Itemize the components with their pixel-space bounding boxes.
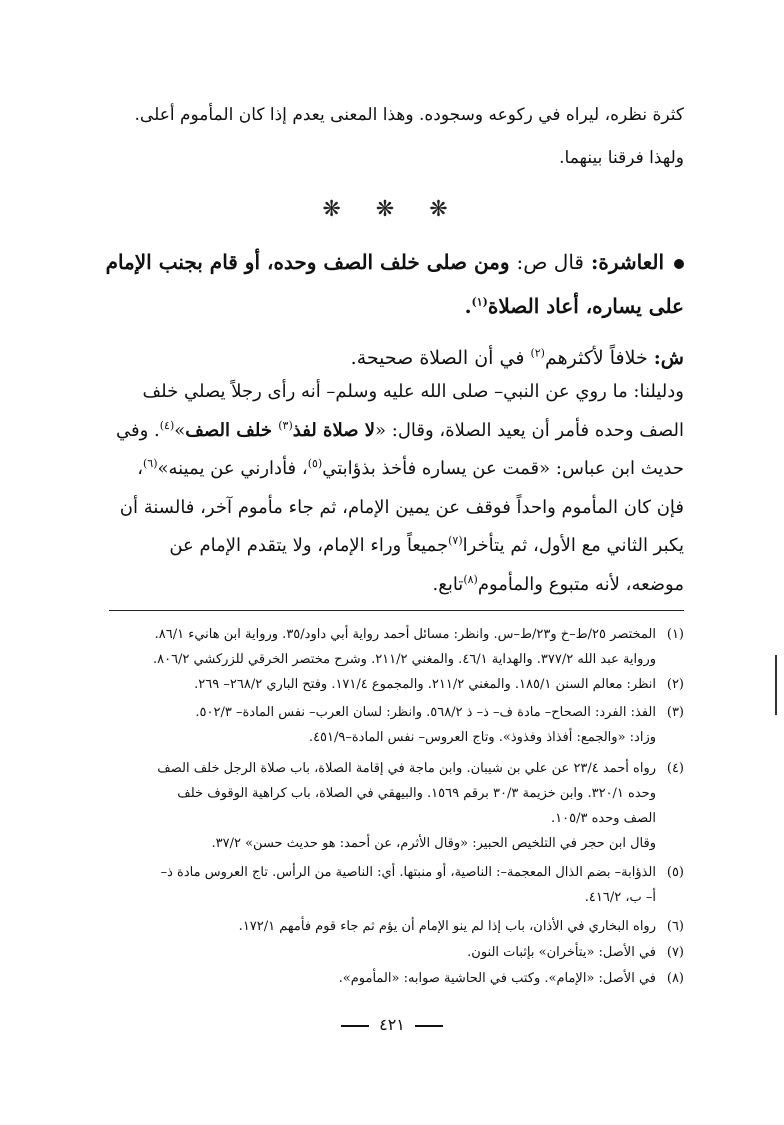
footnote-text: رواه أحمد ٢٣/٤ عن علي بن شيبان. وابن ماجة في إقامة الصلاة، باب صلاة الرجل خلف الصف bbox=[157, 761, 656, 776]
text-line bbox=[109, 412, 684, 451]
footnote-number: (٥) bbox=[666, 865, 684, 880]
footnote-line bbox=[109, 914, 684, 939]
heading-text: على يساره، أعاد الصلاة bbox=[487, 294, 684, 318]
dash-decoration bbox=[341, 1025, 369, 1027]
evidence-paragraph bbox=[109, 373, 684, 604]
footnote-number: (١) bbox=[666, 627, 684, 642]
footnote-6 bbox=[109, 914, 684, 939]
heading-qala: قال ص: bbox=[516, 250, 584, 274]
footnote-line: الصف وحده ١٠٥/٣. bbox=[551, 811, 656, 826]
sharh-text: خلافاً لأكثرهم bbox=[544, 347, 648, 369]
footnote-ref: (١) bbox=[471, 295, 488, 309]
heading-text: ومن صلى خلف الصف وحده، أو قام بجنب الإمام bbox=[105, 250, 510, 274]
text-line bbox=[109, 338, 684, 378]
section-heading bbox=[105, 240, 684, 328]
text-line: ودليلنا: ما روي عن النبي– صلى الله عليه وسلم– أنه رأى رجلاً يصلي خلف bbox=[142, 381, 684, 402]
footnote-number: (٨) bbox=[666, 971, 684, 986]
sharh-paragraph bbox=[109, 338, 684, 378]
sharh-text: في أن الصلاة صحيحة. bbox=[350, 347, 525, 369]
hadith-bold: لا صلاة لفذ bbox=[292, 419, 376, 441]
footnote-ref: (٤) bbox=[159, 418, 175, 432]
footnote-text: رواه البخاري في الأذان، باب إذا لم ينو الإمام أن يؤم ثم جاء قوم فأمهم ١٧٢/١. bbox=[238, 919, 656, 934]
footnote-line bbox=[109, 672, 684, 697]
footnote-3 bbox=[109, 700, 684, 750]
footnote-number: (٢) bbox=[666, 677, 684, 692]
text-run: ، bbox=[137, 458, 143, 479]
footnote-ref: (٦) bbox=[143, 457, 158, 470]
hadith-bold: خلف الصف bbox=[185, 419, 279, 441]
footnote-text: الفذ: الفرد: الصحاح– مادة ف– ذ– ذ ٥٦٨/٢. وانظر: لسان العرب– نفس المادة– ٥٠٢/٣. bbox=[195, 705, 656, 720]
footnote-1 bbox=[109, 622, 684, 672]
footnote-number: (٤) bbox=[666, 761, 684, 776]
footnote-number: (٧) bbox=[666, 945, 684, 960]
footnote-line: وقال ابن حجر في التلخيص الحبير: «وقال الأثرم، عن أحمد: هو حديث حسن» ٣٧/٢. bbox=[211, 836, 656, 851]
footnote-text: في الأصل: «الإمام». وكتب في الحاشية صوابه: «المأموم». bbox=[338, 971, 656, 986]
text-line bbox=[109, 450, 684, 489]
text-line: ولهذا فرقنا بينهما. bbox=[559, 148, 684, 168]
text-line bbox=[109, 527, 684, 566]
footnote-number: (٦) bbox=[666, 919, 684, 934]
text-run: الصف وحده فأمر أن يعيد الصلاة، وقال: « bbox=[375, 419, 684, 441]
footnote-divider bbox=[109, 610, 684, 611]
paragraph-continuation bbox=[109, 94, 684, 180]
footnote-line bbox=[109, 966, 684, 991]
footnote-line bbox=[109, 940, 684, 965]
footnote-line: أ– ب، ٤١٦/٢. bbox=[584, 890, 656, 905]
page-number bbox=[0, 1015, 784, 1034]
footnote-line: وزاد: «والجمع: أفذاذ وفذوذ». وتاج العروس– نفس المادة–٤٥١/٩. bbox=[308, 730, 656, 745]
footnote-ref: (٥) bbox=[307, 457, 323, 470]
text-run: ، فأدارني عن يمينه» bbox=[157, 458, 308, 479]
heading-line-1 bbox=[105, 240, 684, 284]
text-run: تابع. bbox=[432, 573, 464, 595]
footnote-line bbox=[109, 622, 684, 647]
footnote-line: وحده ٣٢٠/١. وابن خزيمة ٣٠/٣ برقم ١٥٦٩. والبيهقي في الصلاة، باب كراهية الوقوف خلف bbox=[177, 786, 656, 801]
footnote-text: في الأصل: «يتأخران» بإثبات النون. bbox=[467, 945, 656, 960]
footnote-2 bbox=[109, 672, 684, 697]
text-run: جميعاً وراء الإمام، ولا يتقدم الإمام عن bbox=[169, 535, 449, 556]
footnote-ref: (٣) bbox=[278, 418, 293, 432]
margin-mark bbox=[775, 655, 777, 715]
footnote-4 bbox=[109, 756, 684, 856]
text-run: موضعه، لأنه متبوع والمأموم bbox=[477, 573, 684, 595]
footnote-line bbox=[109, 860, 684, 885]
bullet-icon bbox=[674, 259, 684, 269]
text-line bbox=[109, 566, 684, 605]
footnote-line bbox=[109, 756, 684, 781]
footnote-7 bbox=[109, 940, 684, 965]
text-line: فإن كان المأموم واحداً فوقف عن يمين الإمام، ثم جاء مأموم آخر، فالسنة أن bbox=[119, 496, 684, 518]
heading-line-2 bbox=[109, 284, 684, 328]
sharh-label: ش: bbox=[653, 347, 684, 369]
section-separator: ❋ ❋ ❋ bbox=[322, 197, 462, 222]
footnote-line: ورواية عبد الله ٣٧٧/٢. والهداية ٤٦/١. والمغني ٢١١/٢. وشرح مختصر الخرقي للزركشي ٨٠٦/٢. bbox=[152, 652, 656, 667]
footnote-8 bbox=[109, 966, 684, 991]
footnote-ref: (٨) bbox=[463, 572, 478, 586]
text-run: حديث ابن عباس: «قمت عن يساره فأخذ بذؤابتي bbox=[322, 458, 684, 479]
heading-end: . bbox=[464, 294, 472, 318]
text-run: يكبر الثاني مع الأول، ثم يتأخرا bbox=[462, 535, 684, 556]
footnote-text: المختصر ٢٥/ط–خ و٢٣/ط–س. وانظر: مسائل أحمد رواية أبي داود/٣٥. ورواية ابن هانيء ٨٦/١. bbox=[154, 627, 656, 642]
footnote-5 bbox=[109, 860, 684, 910]
dash-decoration bbox=[415, 1025, 443, 1027]
footnote-text: انظر: معالم السنن ١٨٥/١. والمغني ٢١١/٢. والمجموع ١٧١/٤. وفتح الباري ٢٦٨/٢– ٢٦٩. bbox=[194, 677, 656, 692]
text-run: » bbox=[174, 419, 186, 441]
heading-lead: العاشرة: bbox=[590, 250, 664, 274]
page-number-text: ٤٢١ bbox=[379, 1015, 405, 1034]
footnote-number: (٣) bbox=[666, 705, 684, 720]
footnote-ref: (٧) bbox=[448, 534, 463, 547]
footnote-ref: (٢) bbox=[530, 346, 545, 360]
footnote-text: الذؤابة– بضم الذال المعجمة–: الناصية، أو منبتها. أي: الناصية من الرأس. تاج العروس مادة ذ– bbox=[160, 865, 656, 880]
footnote-line bbox=[109, 700, 684, 725]
text-run: . وفي bbox=[115, 419, 160, 441]
text-line: كثرة نظره، ليراه في ركوعه وسجوده. وهذا المعنى يعدم إذا كان المأموم أعلى. bbox=[134, 105, 684, 125]
